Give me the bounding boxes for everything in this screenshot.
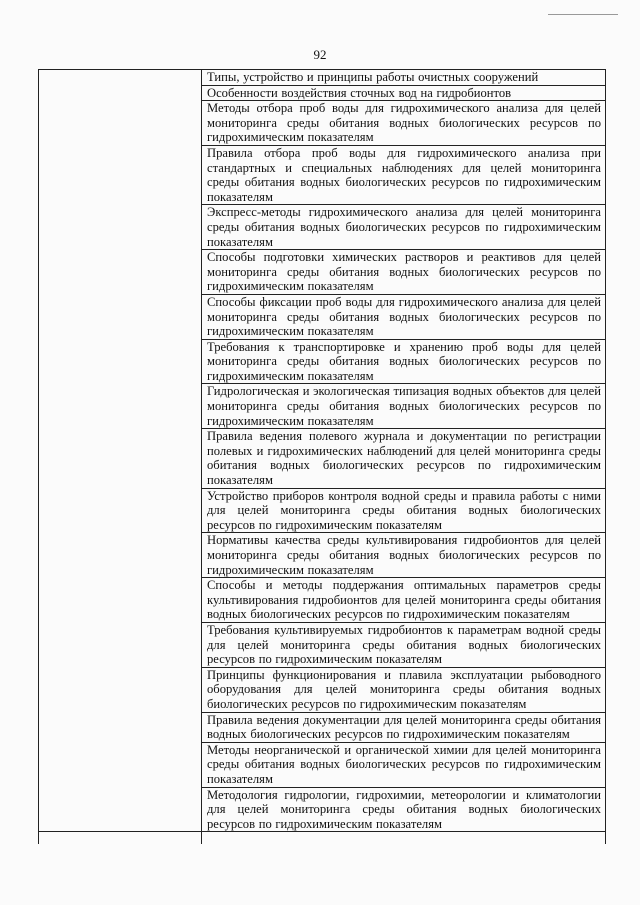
knowledge-item: Устройство приборов контроля водной среды и правила работы с ними для целей мониторинга среды обитания водных биологических ресурсов по гидрохимическим показателям <box>202 488 606 533</box>
knowledge-item: Экспресс-методы гидрохимического анализа для целей мониторинга среды обитания водных биологических ресурсов по гидрохимическим показателям <box>202 205 606 250</box>
left-column-cell <box>39 70 202 832</box>
knowledge-item: Типы, устройство и принципы работы очистных сооружений <box>202 70 606 86</box>
knowledge-item: Правила отбора проб воды для гидрохимического анализа при стандартных и специальных наблюдениях для целей мониторинга среды обитания водных биологических ресурсов по гидрохимическим показателям <box>202 145 606 204</box>
left-column-continuation <box>39 832 202 845</box>
knowledge-item: Методы неорганической и органической химии для целей мониторинга среды обитания водных биологических ресурсов по гидрохимическим показателям <box>202 742 606 787</box>
requirements-table <box>38 69 606 844</box>
table-continuation-row <box>39 832 606 845</box>
right-column-continuation <box>202 832 606 845</box>
page-number: 92 <box>313 47 327 62</box>
knowledge-item: Гидрологическая и экологическая типизация водных объектов для целей мониторинга среды обитания водных биологических ресурсов по гидрохимическим показателям <box>202 384 606 429</box>
knowledge-item: Правила ведения документации для целей мониторинга среды обитания водных биологических ресурсов по гидрохимическим показателям <box>202 712 606 742</box>
knowledge-item: Принципы функционирования и плавила эксплуатации рыбоводного оборудования для целей мониторинга среды обитания водных биологических ресурсов по гидрохимическим показателям <box>202 667 606 712</box>
knowledge-item: Методы отбора проб воды для гидрохимического анализа для целей мониторинга среды обитания водных биологических ресурсов по гидрохимическим показателям <box>202 101 606 146</box>
table-row <box>39 70 606 86</box>
knowledge-item: Нормативы качества среды культивирования гидробионтов для целей мониторинга среды обитания водных биологических ресурсов по гидрохимическим показателям <box>202 533 606 578</box>
knowledge-item: Способы и методы поддержания оптимальных параметров среды культивирования гидробионтов для целей мониторинга среды обитания водных биологических ресурсов по гидрохимическим показателям <box>202 578 606 623</box>
knowledge-item: Требования культивируемых гидробионтов к параметрам водной среды для целей мониторинга среды обитания водных биологических ресурсов по гидрохимическим показателям <box>202 622 606 667</box>
top-rule <box>548 14 618 15</box>
knowledge-item: Способы фиксации проб воды для гидрохимического анализа для целей мониторинга среды обитания водных биологических ресурсов по гидрохимическим показателям <box>202 294 606 339</box>
knowledge-item: Правила ведения полевого журнала и документации по регистрации полевых и гидрохимических наблюдений для целей мониторинга среды обитания водных биологических ресурсов по гидрохимическим показателям <box>202 429 606 488</box>
knowledge-item: Способы подготовки химических растворов и реактивов для целей мониторинга среды обитания водных биологических ресурсов по гидрохимическим показателям <box>202 250 606 295</box>
knowledge-item: Методология гидрологии, гидрохимии, метеорологии и климатологии для целей мониторинга среды обитания водных биологических ресурсов по гидрохимическим показателям <box>202 787 606 832</box>
knowledge-item: Особенности воздействия сточных вод на гидробионтов <box>202 85 606 101</box>
knowledge-item: Требования к транспортировке и хранению проб воды для целей мониторинга среды обитания водных биологических ресурсов по гидрохимическим показателям <box>202 339 606 384</box>
